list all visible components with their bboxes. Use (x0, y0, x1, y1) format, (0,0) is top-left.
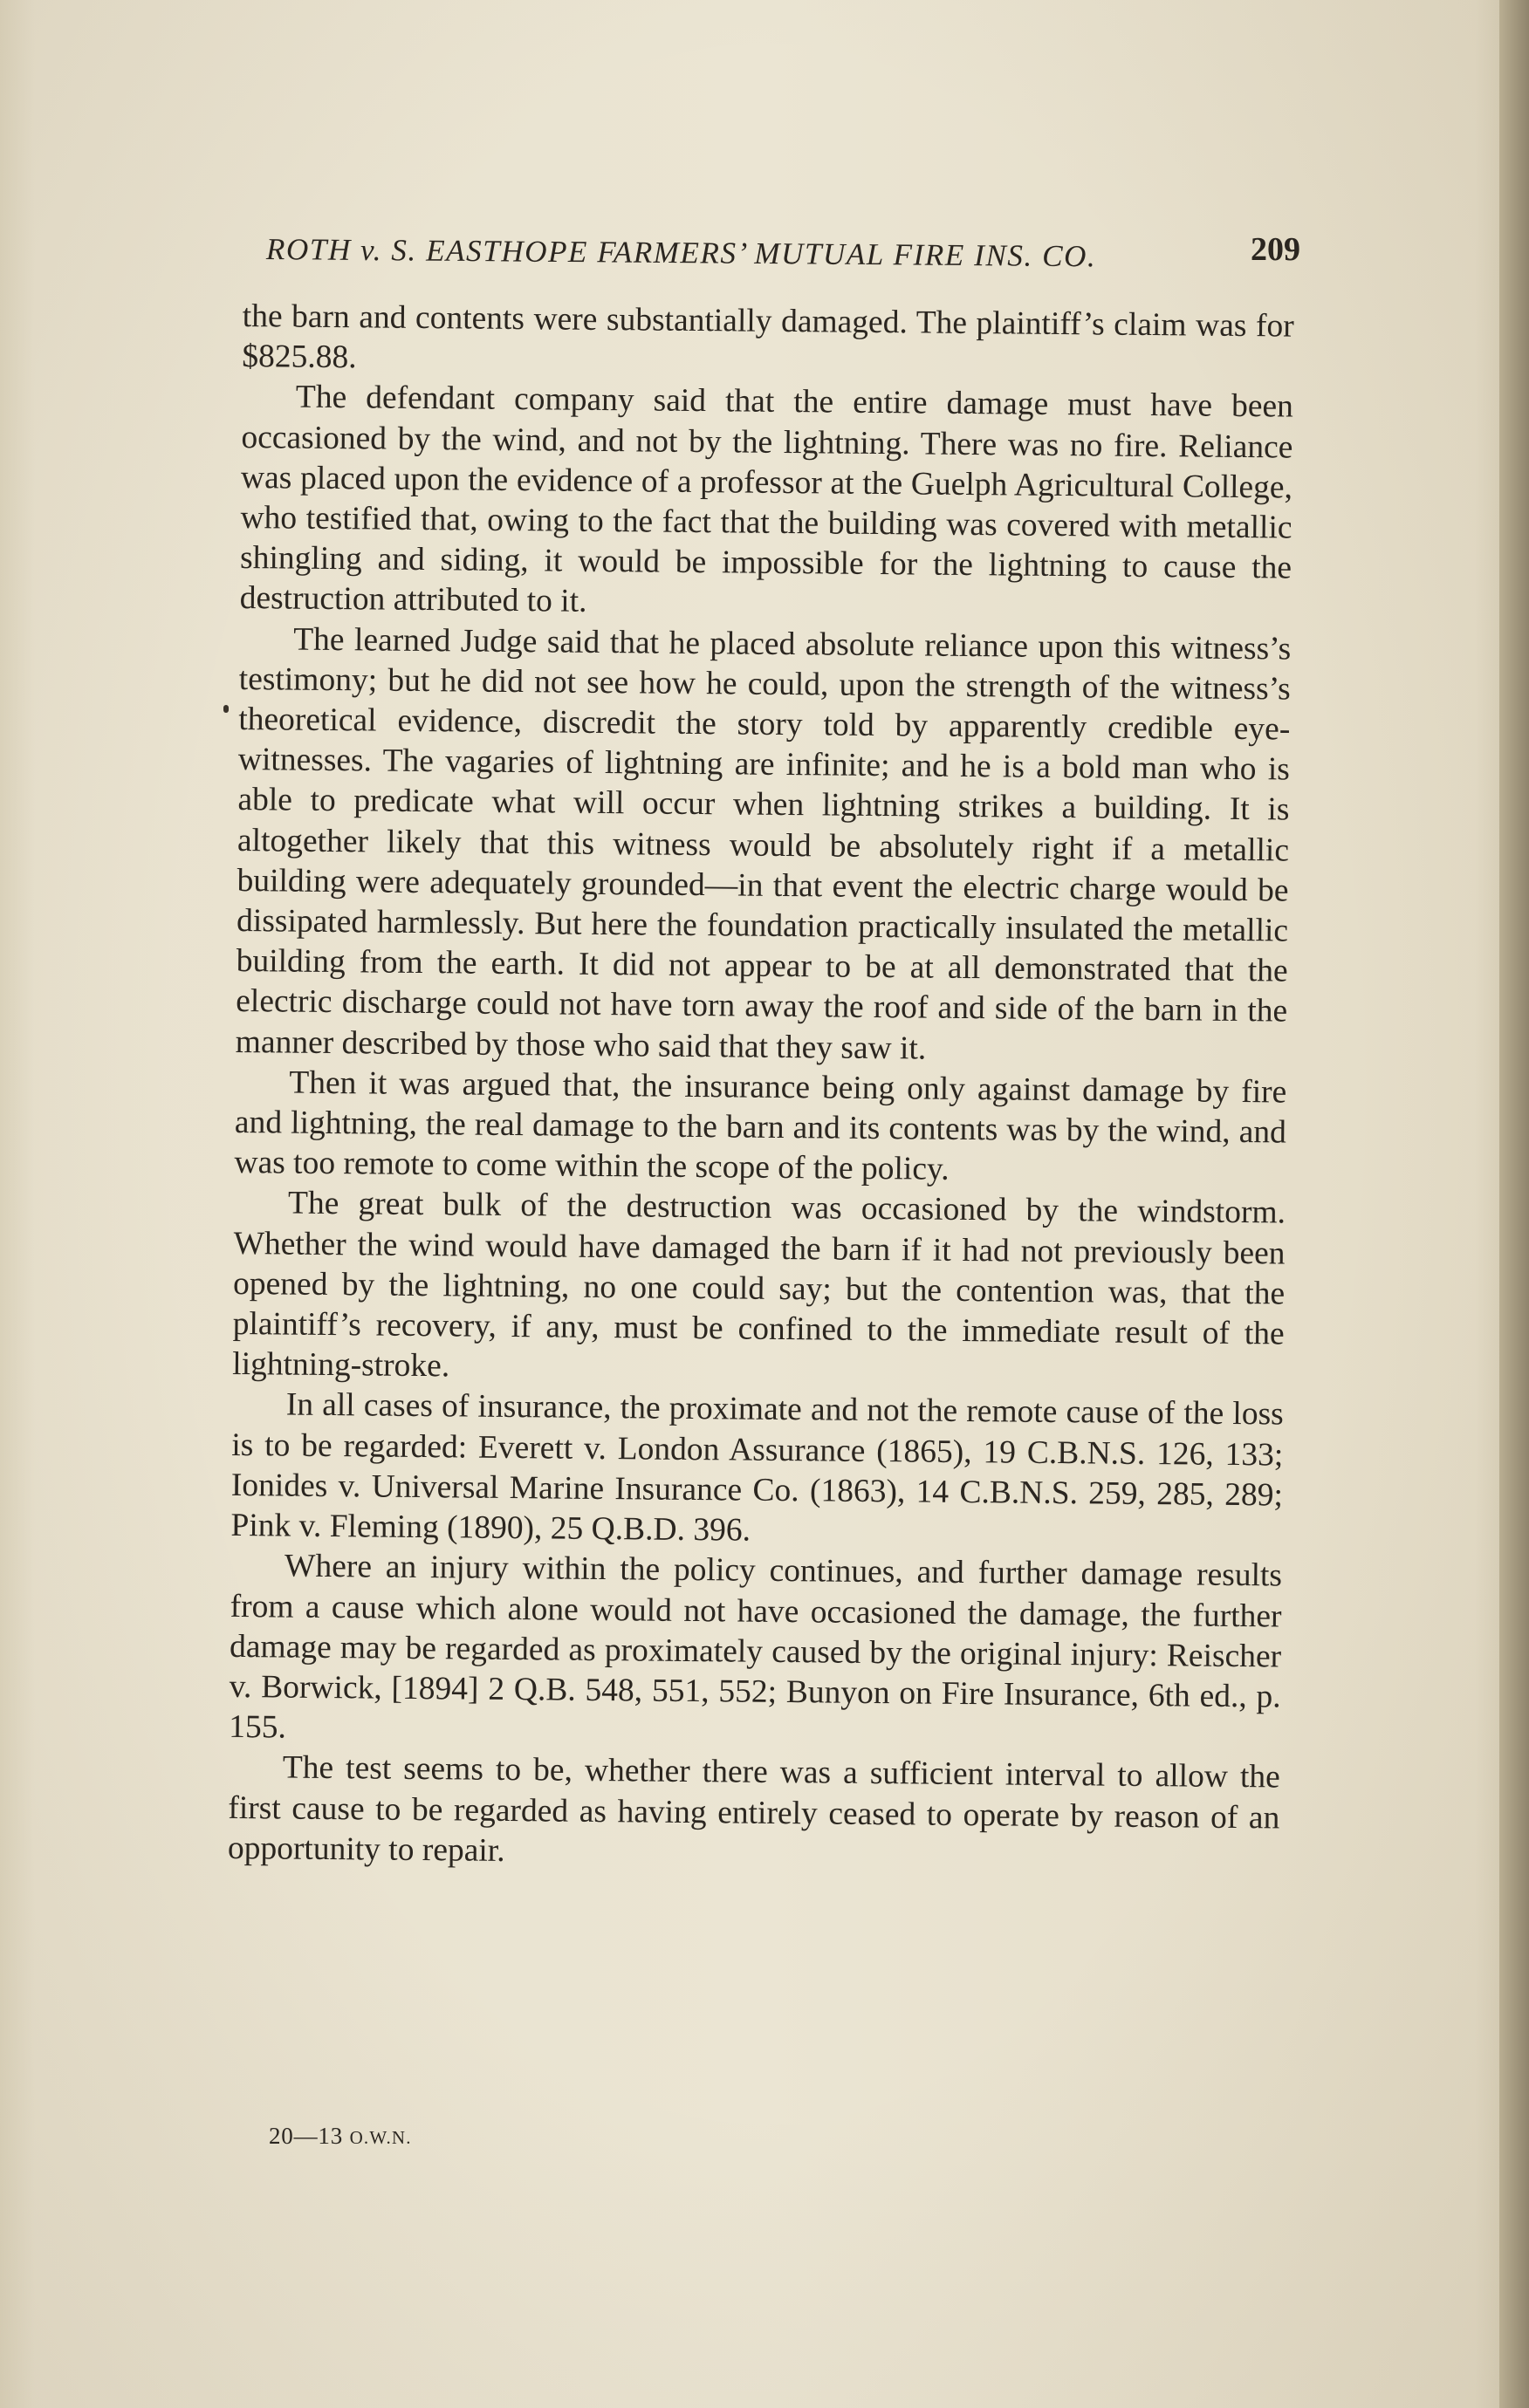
page-edge-shadow (1499, 0, 1529, 2408)
reporter-abbrev: O.W.N. (349, 2127, 412, 2148)
paragraph: The learned Judge said that he placed absolute reliance upon this witness’s testimony; but he did not see how he could, upon the strength of the witness’s theoretical evidence, discredit the story told by apparently credible eye-witnesses. The vagaries of lightning are infinite; and he is a bold man who is able to predicate what will occur when lightning strikes a building. It is altogether likely that this witness would be absolutely right if a metallic building were adequately grounded—in that event the electric charge would be dissipated harmlessly. But here the foundation practically insulated the metallic building from the earth. It did not appear to be at all demonstrated that the electric discharge could not have torn away the roof and side of the barn in the manner described by those who said that they saw it. (235, 621, 1292, 1067)
signature-mark: 20—13 (269, 2123, 343, 2149)
page-header (266, 225, 1300, 274)
running-head: ROTH v. S. EASTHOPE FARMERS’ MUTUAL FIRE INS. CO. (265, 232, 1097, 274)
paragraph: The defendant company said that the entire damage must have been occasioned by the wind, and not by the lightning. There was no fire. Reliance was placed upon the evidence of a professor at the Guelph Agricultural College, who testified that, owing to the fact that the building was covered with metallic shingling and siding, it would be impossible for the lightning to cause the destruction attributed to it. (239, 379, 1294, 620)
paragraph: Where an injury within the policy continues, and further damage results from a cause which alone would not have occasioned the damage, the further damage may be regarded as proximately caused by the original injury: Reischer v. Borwick, [1894] 2 Q.B. 548, 551, 552; Bunyon on Fire Insurance, 6th ed., p. 155. (229, 1548, 1283, 1746)
paragraph: the barn and contents were substantially damaged. The plaintiff’s claim was for $825.88. (242, 298, 1294, 376)
margin-mark (223, 705, 229, 713)
paragraph: Then it was argued that, the insurance being only against damage by fire and lightning, the real damage to the barn and its contents was by the wind, and was too remote to come within the scope of the policy. (234, 1064, 1287, 1188)
page-footer (269, 2118, 412, 2155)
paragraph: The test seems to be, whether there was a sufficient interval to allow the first cause to be regarded as having entirely ceased to operate by reason of an opportunity to repair. (227, 1749, 1280, 1869)
paragraph: In all cases of insurance, the proximate and not the remote cause of the loss is to be regarded: Everett v. London Assurance (1865), 19 C.B.N.S. 126, 133; Ionides v. Universal Marine Insurance Co. (1863), 14 C.B.N.S. 259, 285, 289; Pink v. Fleming (1890), 25 Q.B.D. 396. (230, 1387, 1284, 1549)
paragraph: The great bulk of the destruction was occasioned by the windstorm. Whether the wind would have damaged the barn if it had not previously been opened by the lightning, no one could say; but the contention was, that the plaintiff’s recovery, if any, must be confined to the immediate result of the lightning-stroke. (232, 1186, 1286, 1385)
page-number: 209 (1251, 231, 1300, 268)
body-text (228, 297, 1294, 1878)
